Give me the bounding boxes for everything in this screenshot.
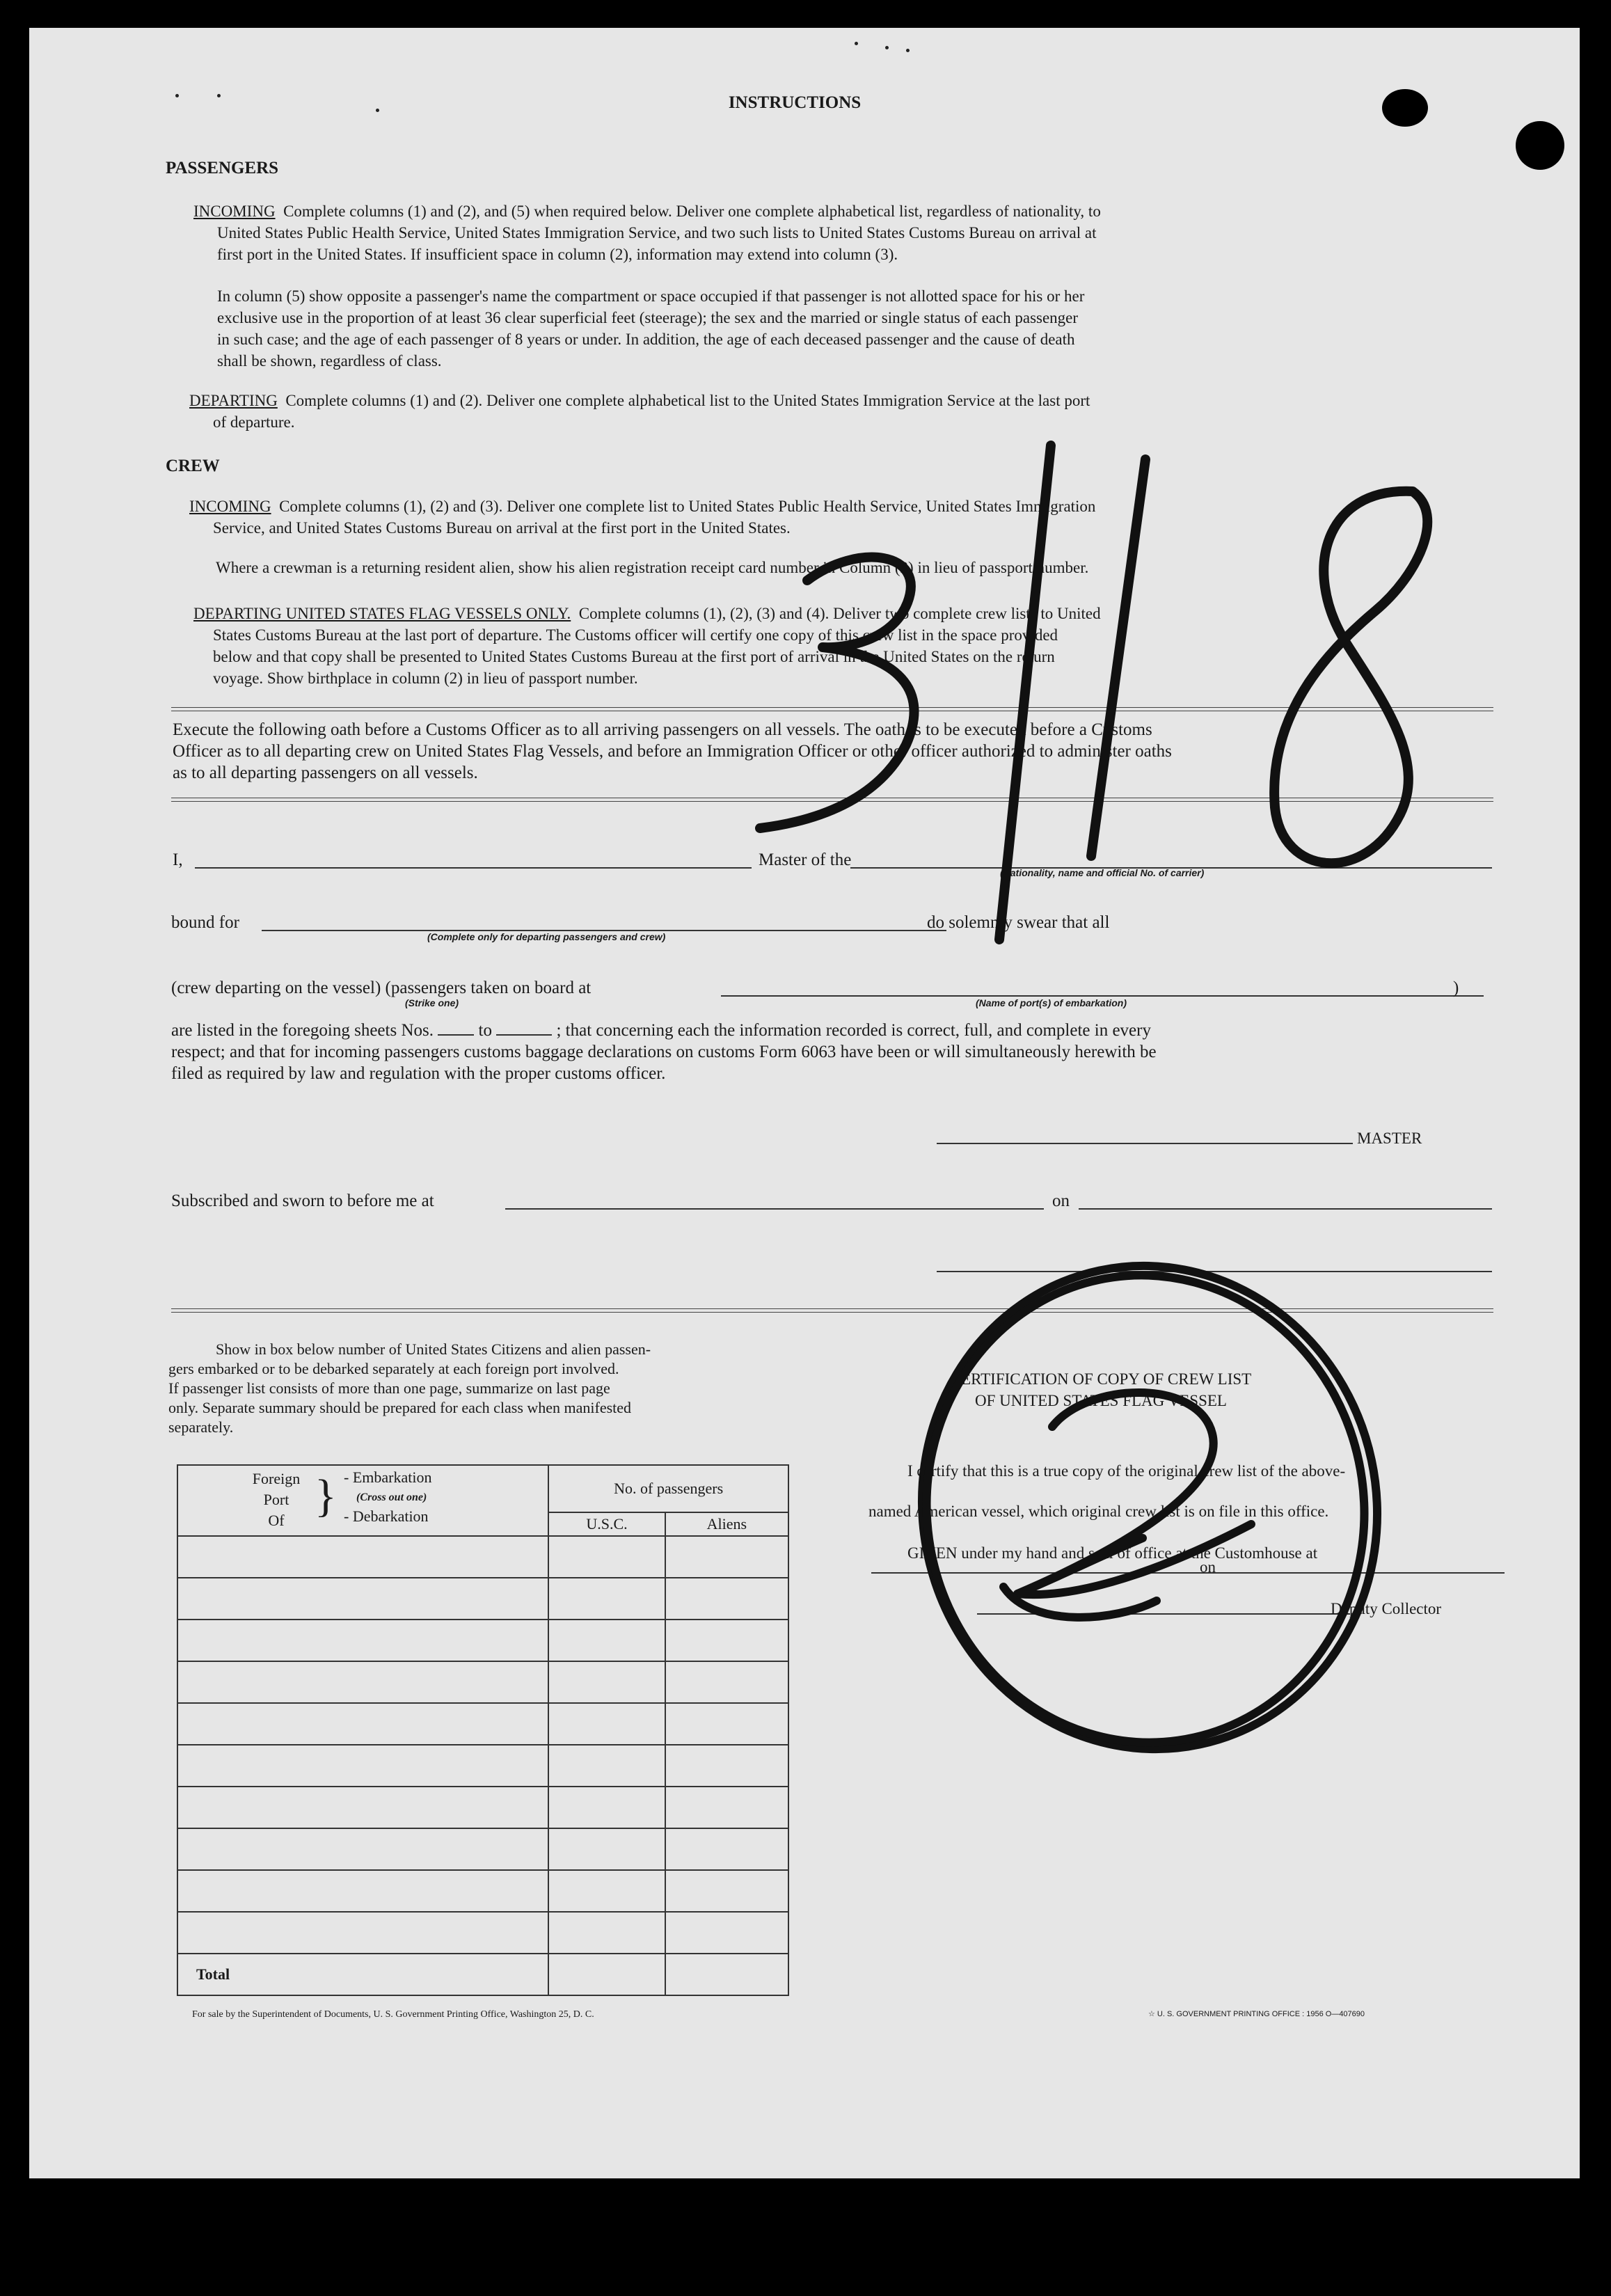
cross-out-label: (Cross out one) xyxy=(356,1491,427,1503)
crew-incoming-label: INCOMING xyxy=(189,498,271,515)
crew-departing-line: below and that copy shall be presented to United States Customs Bureau at the first port of arrival in the United States on the return xyxy=(213,648,1055,665)
swear-label: do solemnly swear that all xyxy=(927,913,1110,932)
oath-i-label: I, xyxy=(173,850,183,869)
oath-line: Execute the following oath before a Customs Officer as to all arriving passengers on all vessels. The oath is to be executed before a Customs xyxy=(173,720,1152,739)
of-label: Of xyxy=(268,1512,285,1529)
oath-line: Officer as to all departing crew on United States Flag Vessels, and before an Immigration Officer or other officer authorized to administer oaths xyxy=(173,742,1172,761)
crew-departing-label: DEPARTING UNITED STATES FLAG VESSELS ONLY. xyxy=(193,605,571,622)
crew-incoming-line: Complete columns (1), (2) and (3). Deliver one complete list to United States Public Health Service, United States Immigration xyxy=(279,498,1096,515)
sworn-on-label: on xyxy=(1052,1191,1070,1210)
summary-intro-line: If passenger list consists of more than one page, summarize on last page xyxy=(168,1379,610,1397)
certification-title-line: CERTIFICATION OF COPY OF CREW LIST xyxy=(950,1370,1252,1388)
cert-on-label: on xyxy=(1200,1558,1216,1576)
column5-line: In column (5) show opposite a passenger's name the compartment or space occupied if that passenger is not allotted space for his or her xyxy=(217,287,1085,305)
passengers-departing-line: Complete columns (1) and (2). Deliver one complete alphabetical list to the United States Immigration Service at the last port xyxy=(285,392,1090,409)
carrier-caption: (Nationality, name and official No. of carrier) xyxy=(1000,867,1205,878)
passengers-heading: PASSENGERS xyxy=(166,159,279,177)
debarkation-label: - Debarkation xyxy=(344,1507,429,1525)
foreign-label: Foreign xyxy=(252,1470,301,1487)
crew-passengers-label: (crew departing on the vessel) (passengers taken on board at xyxy=(171,979,592,997)
summary-intro-line: gers embarked or to be debarked separately at each foreign port involved. xyxy=(168,1360,619,1377)
summary-intro-line: Show in box below number of United States Citizens and alien passen- xyxy=(216,1340,651,1358)
sheets-post: ; that concerning each the information recorded is correct, full, and complete in every xyxy=(556,1021,1151,1040)
port-caption: (Name of port(s) of embarkation) xyxy=(976,997,1127,1008)
aliens-header: Aliens xyxy=(665,1512,788,1536)
embarkation-label: - Embarkation xyxy=(344,1468,432,1486)
passengers-departing-label: DEPARTING xyxy=(189,392,278,409)
footer-left: For sale by the Superintendent of Documents, U. S. Government Printing Office, Washington 25, D. C. xyxy=(192,2009,594,2020)
close-paren: ) xyxy=(1453,979,1459,997)
brace: } xyxy=(315,1471,337,1521)
port-label: Port xyxy=(263,1491,289,1508)
sheets-to: to xyxy=(478,1021,492,1040)
certification-title-line: OF UNITED STATES FLAG VESSEL xyxy=(975,1392,1227,1409)
crew-departing-line: States Customs Bureau at the last port of departure. The Customs officer will certify one copy of this crew list in the space provided xyxy=(213,626,1058,644)
handwritten-circled-2 xyxy=(29,28,1580,2178)
sheets-line-2: respect; and that for incoming passengers customs baggage declarations on customs Form 6063 have been or will simultaneously herewith be xyxy=(171,1043,1157,1061)
column5-line: exclusive use in the proportion of at least 36 clear superficial feet (steerage); the sex and the married or single status of each passenger xyxy=(217,309,1079,326)
sheets-pre: are listed in the foregoing sheets Nos. xyxy=(171,1021,434,1040)
named-line: named American vessel, which original crew list is on file in this office. xyxy=(868,1503,1329,1520)
passengers-incoming-line: first port in the United States. If insufficient space in column (2), information may extend into column (3). xyxy=(217,246,898,263)
crew-resident-line: Where a crewman is a returning resident alien, show his alien registration receipt card number in Column (2) in lieu of passport number. xyxy=(216,559,1089,576)
sheets-line-3: filed as required by law and regulation with the proper customs officer. xyxy=(171,1064,666,1083)
passengers-incoming-label: INCOMING xyxy=(193,203,276,220)
master-of-label: Master of the xyxy=(759,850,852,869)
summary-intro-line: separately. xyxy=(168,1418,234,1436)
crew-departing-line: Complete columns (1), (2), (3) and (4). Deliver two complete crew lists to United xyxy=(578,605,1101,622)
passengers-incoming-line: Complete columns (1) and (2), and (5) when required below. Deliver one complete alphabetical list, regardless of nationality, to xyxy=(283,203,1101,220)
form-page xyxy=(29,28,1580,2178)
usc-header: U.S.C. xyxy=(548,1512,665,1536)
certify-line: I certify that this is a true copy of the original crew list of the above- xyxy=(907,1462,1346,1480)
summary-intro-line: only. Separate summary should be prepared for each class when manifested xyxy=(168,1399,632,1416)
given-line: GIVEN under my hand and seal of office at the Customhouse at xyxy=(907,1544,1318,1562)
bound-for-label: bound for xyxy=(171,913,239,932)
total-label: Total xyxy=(177,1954,548,1995)
crew-incoming-line: Service, and United States Customs Bureau on arrival at the first port in the United States. xyxy=(213,519,791,537)
oath-line: as to all departing passengers on all vessels. xyxy=(173,763,478,782)
strike-caption: (Strike one) xyxy=(405,997,459,1008)
page-title: INSTRUCTIONS xyxy=(728,93,862,112)
passengers-incoming-line: United States Public Health Service, United States Immigration Service, and two such lists to United States Customs Bureau on arrival at xyxy=(217,224,1097,242)
master-label: MASTER xyxy=(1357,1130,1422,1147)
deputy-collector-label: Deputy Collector xyxy=(1331,1600,1442,1617)
passengers-count-header: No. of passengers xyxy=(548,1465,788,1512)
crew-heading: CREW xyxy=(166,457,220,475)
passengers-departing-line: of departure. xyxy=(213,413,295,431)
crew-departing-line: voyage. Show birthplace in column (2) in lieu of passport number. xyxy=(213,670,638,687)
subscribed-label: Subscribed and sworn to before me at xyxy=(171,1191,434,1210)
bound-caption: (Complete only for departing passengers and crew) xyxy=(427,931,666,942)
column5-line: in such case; and the age of each passenger of 8 years or under. In addition, the age of each deceased passenger and the cause of death xyxy=(217,331,1075,348)
footer-right: ☆ U. S. GOVERNMENT PRINTING OFFICE : 1956 O—407690 xyxy=(1148,2010,1365,2018)
column5-line: shall be shown, regardless of class. xyxy=(217,352,442,370)
